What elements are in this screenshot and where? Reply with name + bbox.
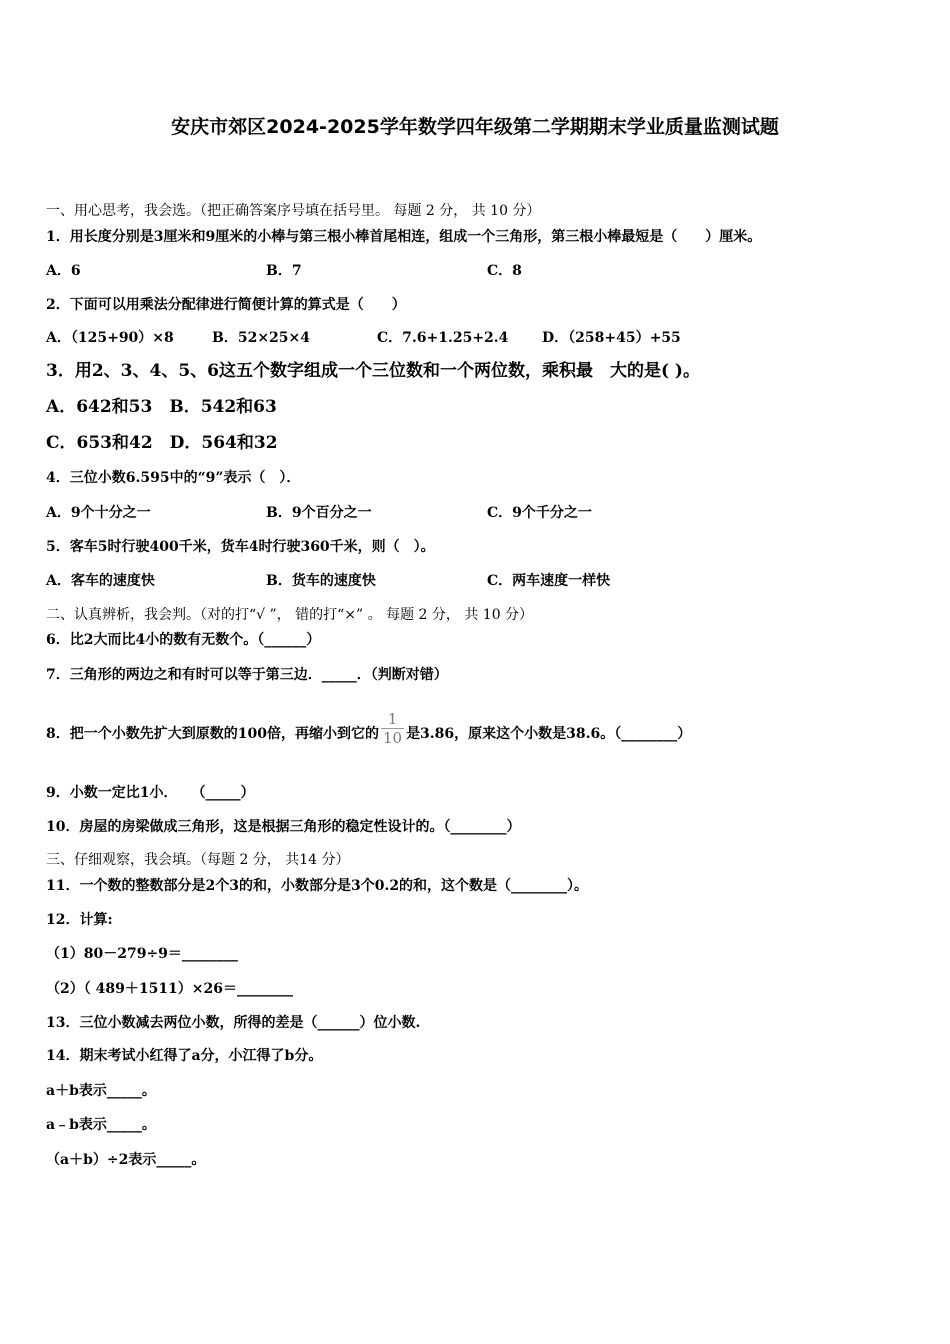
fraction-denominator: 10	[382, 728, 403, 747]
question-14-line-3: （a＋b）÷2表示_____。	[46, 1152, 206, 1168]
question-1: 1．用长度分别是3厘米和9厘米的小棒与第三根小棒首尾相连，组成一个三角形，第三根小棒最短是（ ）厘米。	[46, 229, 762, 245]
question-14-line-2: a﹣b表示_____。	[46, 1117, 156, 1133]
question-4: 4．三位小数6.595中的“9”表示（ ）．	[46, 470, 301, 486]
question-5: 5．客车5时行驶400千米，货车4时行驶360千米，则（ ）。	[46, 539, 435, 555]
page-title: 安庆市郊区2024-2025学年数学四年级第二学期期末学业质量监测试题	[171, 116, 779, 138]
question-6: 6．比2大而比4小的数有无数个。（______）	[46, 632, 321, 648]
option-b[interactable]: B．52×25×4	[212, 330, 310, 346]
question-8-text-after: 是3.86，原来这个小数是38.6。（________）	[406, 726, 692, 742]
option-c[interactable]: C．两车速度一样快	[487, 573, 611, 589]
question-2: 2．下面可以用乘法分配律进行简便计算的算式是（ ）	[46, 297, 406, 313]
question-11: 11．一个数的整数部分是2个3的和，小数部分是3个0.2的和，这个数是（________）。	[46, 878, 589, 894]
question-14: 14．期末考试小红得了a分，小江得了b分。	[46, 1048, 323, 1064]
fraction-numerator: 1	[381, 710, 404, 729]
question-10: 10．房屋的房梁做成三角形，这是根据三角形的稳定性设计的。（________）	[46, 819, 521, 835]
question-8	[46, 709, 692, 754]
option-a[interactable]: A．9个十分之一	[46, 505, 151, 521]
option-c[interactable]: C．8	[487, 263, 522, 279]
question-12: 12．计算:	[46, 912, 113, 928]
question-7: 7．三角形的两边之和有时可以等于第三边．_____．（判断对错）	[46, 667, 448, 683]
option-a[interactable]: A．6	[46, 263, 81, 279]
option-c[interactable]: C．7.6+1.25+2.4	[377, 330, 509, 346]
section-heading-3: 三、仔细观察，我会填。（每题 2 分， 共14 分）	[46, 852, 350, 868]
question-3-options-cd[interactable]: C．653和42 D．564和32	[46, 433, 278, 453]
question-13: 13．三位小数减去两位小数，所得的差是（______）位小数.	[46, 1015, 421, 1031]
question-8-text-before: 8．把一个小数先扩大到原数的100倍，再缩小到它的	[46, 726, 379, 742]
section-heading-1: 一、用心思考，我会选。（把正确答案序号填在括号里。 每题 2 分， 共 10 分）	[46, 203, 541, 219]
option-b[interactable]: B．9个百分之一	[266, 505, 372, 521]
option-d[interactable]: D．（258+45）+55	[542, 330, 681, 346]
option-a[interactable]: A．（125+90）×8	[46, 330, 174, 346]
option-b[interactable]: B．7	[266, 263, 302, 279]
option-c[interactable]: C．9个千分之一	[487, 505, 592, 521]
question-3-options-ab[interactable]: A．642和53 B．542和63	[46, 397, 277, 417]
question-3: 3．用2、3、4、5、6这五个数字组成一个三位数和一个两位数，乘积最 大的是( )。	[46, 361, 700, 381]
question-12-part-1: （1）80－279÷9＝________	[46, 946, 238, 962]
option-a[interactable]: A．客车的速度快	[46, 573, 155, 589]
question-14-line-1: a＋b表示_____。	[46, 1083, 156, 1099]
question-12-part-2: （2）（ 489＋1511）×26＝________	[46, 981, 294, 997]
fraction	[381, 710, 404, 747]
question-9: 9．小数一定比1小． （_____）	[46, 785, 255, 801]
option-b[interactable]: B．货车的速度快	[266, 573, 376, 589]
section-heading-2: 二、认真辨析，我会判。（对的打“√ ”， 错的打“×” 。 每题 2 分， 共 10 分）	[46, 607, 534, 623]
